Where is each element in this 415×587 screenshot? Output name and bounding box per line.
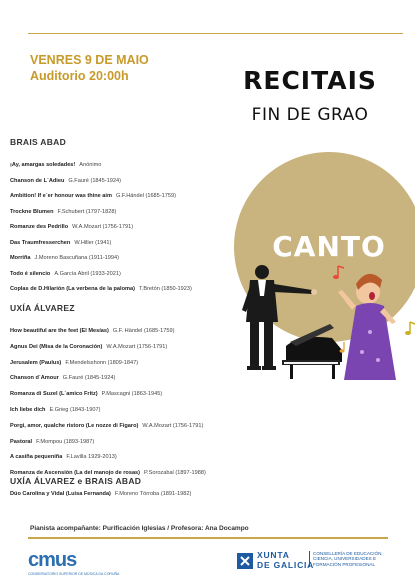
- work-title: Todo é silencio: [10, 270, 51, 277]
- music-note-icon: [340, 342, 345, 353]
- pianist-credit: Pianista acompañante: Purificación Iglesias / Profesora: Ana Docampo: [30, 525, 249, 532]
- xunta-logo-text: [257, 551, 314, 570]
- conselleria-line: CIENCIA, UNIVERSIDADES E: [313, 556, 377, 562]
- conselleria-text: [309, 551, 383, 567]
- list-item: [10, 205, 192, 221]
- list-item: [10, 267, 192, 283]
- composer: G.Fauré (1845-1924): [68, 177, 121, 184]
- composer: F.Schubert (1797-1828): [57, 208, 117, 215]
- work-title: Ich liebe dich: [10, 406, 46, 413]
- music-note-icon: [333, 266, 344, 279]
- composer: W.A.Mozart (1756-1791): [72, 224, 134, 230]
- section-heading-duo: UXÍA ÁLVAREZ e BRAIS ABAD: [10, 476, 142, 486]
- conselleria-line: FORMACIÓN PROFESIONAL: [313, 561, 376, 567]
- section-heading-uxia: UXÍA ÁLVAREZ: [10, 303, 75, 313]
- composer: A.García Abril (1933-2021): [54, 270, 121, 277]
- work-title: Pastoral: [10, 438, 33, 445]
- xunta-line1: XUNTA: [257, 550, 290, 560]
- work-title: Ambition! If e´er honour was thine aim: [10, 193, 112, 199]
- conselleria-line: CONSELLERÍA DE EDUCACIÓN,: [313, 551, 383, 556]
- composer: J.Moreno Bascuñana (1911-1994): [34, 255, 119, 261]
- event-date: VENRES 9 DE MAIO: [30, 53, 149, 67]
- work-title: Porgi, amor, qualche ristoro (Le nozze di Figaro): [10, 422, 139, 429]
- list-item: [10, 435, 206, 451]
- composer: F.Moreno Tórroba (1891-1982): [114, 491, 192, 497]
- composer: P.Mascagni (1863-1945): [101, 391, 163, 398]
- program-list-brais: [10, 158, 192, 298]
- work-title: Coplas de D.Hilarión (La verbena de la paloma): [10, 286, 135, 292]
- composer: W.Hiller (1941): [74, 239, 112, 246]
- list-item: [10, 189, 192, 205]
- composer: T.Bretón (1850-1923): [138, 286, 192, 292]
- poster-title: RECITAIS: [243, 66, 377, 95]
- composer: F.Mompou (1893-1987): [36, 438, 95, 445]
- canto-label: CANTO: [272, 230, 386, 263]
- work-title: Agnus Dei (Misa de la Coronación): [10, 343, 103, 350]
- event-date-block: [30, 52, 149, 84]
- list-item: [10, 220, 192, 236]
- program-list-uxia: [10, 324, 206, 482]
- poster-subtitle: FIN DE GRAO: [251, 105, 369, 125]
- composer: F.Lavilla 1929-2013): [66, 454, 117, 461]
- music-note-icon: [405, 322, 415, 335]
- list-item: [10, 419, 206, 435]
- list-item: [10, 487, 191, 503]
- list-item: [10, 340, 206, 356]
- work-title: Chanson d´Amour: [10, 375, 59, 382]
- work-title: Jerusalem (Paulus): [10, 359, 62, 366]
- composer: G.F. Händel (1685-1759): [112, 328, 175, 334]
- list-item: [10, 450, 206, 466]
- work-title: Morriña: [10, 255, 31, 261]
- xunta-line2: DE GALICIA: [257, 559, 315, 570]
- work-title: How beautiful are the feet (El Mesías): [10, 328, 109, 334]
- list-item: [10, 356, 206, 372]
- list-item: [10, 387, 206, 403]
- list-item: [10, 282, 192, 298]
- top-divider: [28, 33, 403, 34]
- composer: E.Grieg (1843-1907): [49, 406, 101, 413]
- composer: G.F.Händel (1685-1759): [115, 193, 176, 199]
- list-item: [10, 403, 206, 419]
- composer: P.Sorozabal (1897-1988): [144, 470, 206, 477]
- composer: F.Mendelsshonn (1809-1847): [65, 359, 139, 366]
- work-title: Chanson de L´Adieu: [10, 177, 65, 184]
- event-venue: Auditorio 20:00h: [30, 69, 129, 83]
- list-item: [10, 371, 206, 387]
- cmus-logo-subtitle: CONSERVATORIO SUPERIOR DE MÚSICA DA CORUÑA: [28, 572, 120, 576]
- program-list-duo: [10, 487, 191, 503]
- work-title: Romanze des Pedrillo: [10, 224, 69, 230]
- list-item: [10, 251, 192, 267]
- composer: W.A.Mozart (1756-1791): [142, 422, 204, 429]
- work-title: Das Traumfresserchen: [10, 239, 71, 246]
- performers-illustration: [220, 262, 415, 382]
- work-title: A casiña pequeniña: [10, 454, 63, 461]
- work-title: Trockne Blumen: [10, 208, 54, 215]
- work-title: Romanza de Ascensión (La del manojo de rosas): [10, 470, 141, 477]
- work-title: Romanza di Suzel (L´amico Fritz): [10, 391, 98, 398]
- xunta-emblem-icon: [236, 552, 254, 570]
- singer-figure: [338, 274, 396, 380]
- composer: W.A.Mozart (1756-1791): [106, 343, 168, 350]
- piano-figure: [282, 324, 342, 379]
- section-heading-brais: BRAIS ABAD: [10, 137, 67, 147]
- work-title: ¡Ay, amargas soledades!: [10, 162, 76, 168]
- list-item: [10, 174, 192, 190]
- bottom-divider: [28, 537, 388, 539]
- list-item: [10, 236, 192, 252]
- work-title: Dúo Carolina y Vidal (Luisa Fernanda): [10, 491, 111, 497]
- composer: G.Fauré (1845-1924): [62, 375, 116, 382]
- list-item: [10, 324, 206, 340]
- cmus-logo: cmus: [28, 549, 77, 571]
- list-item: [10, 158, 192, 174]
- composer: Anónimo: [79, 162, 102, 168]
